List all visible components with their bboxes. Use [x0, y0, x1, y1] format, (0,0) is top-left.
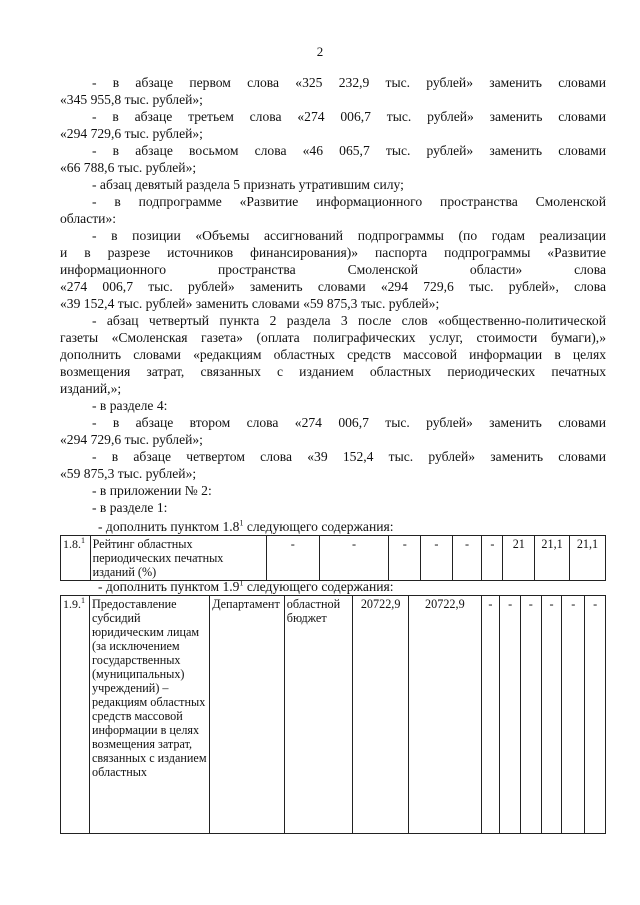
value-cell: - [562, 596, 585, 834]
paragraph-line: - в абзаце втором слова «274 006,7 тыс. рублей» заменить словами [92, 415, 606, 430]
value-cell: - [266, 536, 319, 581]
paragraph-line: - абзац четвертый пункта 2 раздела 3 после слов «общественно-политической [92, 313, 606, 328]
value-cell: - [421, 536, 453, 581]
item-number-cell: 1.9.$^1$ [61, 596, 90, 834]
value-cell: - [520, 596, 541, 834]
value-cell: - [452, 536, 482, 581]
value-cell: 21,1 [535, 536, 570, 581]
item-name-cell: Предоставление субсидий юридическим лицам (за исключением государственных (муниципальных) учреждений) – редакциям областных средств массовой информации в целях возмещения затрат, связанных с изданием областных [90, 596, 210, 834]
year-cell: 20722,9 [409, 596, 482, 834]
value-cell: - [500, 596, 521, 834]
heading-1-text: - дополнить пунктом 1.8 [98, 519, 240, 534]
heading-1-sup: 1 [239, 518, 244, 528]
paragraph-line: возмещения затрат, связанных с изданием областных периодических печатных [60, 364, 606, 379]
paragraph-line: - в разделе 1: [92, 500, 168, 515]
paragraph-line: - в абзаце восьмом слова «46 065,7 тыс. рублей» заменить словами [92, 143, 606, 158]
paragraph-line: изданий,»; [60, 381, 122, 396]
item-number-cell: 1.8.$^1$ [61, 536, 91, 581]
value-cell: - [481, 596, 500, 834]
value-cell: - [541, 596, 562, 834]
heading-2-tail: следующего содержания: [243, 579, 394, 594]
paragraph-line: «294 729,6 тыс. рублей»; [60, 126, 203, 141]
source-cell: областной бюджет [284, 596, 352, 834]
executor-cell: Департамент [210, 596, 285, 834]
paragraph-line: - абзац девятый раздела 5 признать утратившим силу; [92, 177, 404, 192]
value-cell: - [389, 536, 421, 581]
table-row [61, 536, 606, 581]
paragraph-line: дополнить словами «редакциям областных средств массовой информации в целях [60, 347, 606, 362]
paragraph-line: - в приложении № 2: [92, 483, 212, 498]
paragraph-line: - в подпрограмме «Развитие информационного пространства Смоленской [92, 194, 606, 209]
paragraph-line: «274 006,7 тыс. рублей» заменить словами «294 729,6 тыс. рублей», слова [60, 279, 606, 294]
section-heading-2 [98, 579, 394, 595]
value-cell: 21,1 [569, 536, 605, 581]
value-cell: - [319, 536, 389, 581]
value-cell: - [585, 596, 606, 834]
heading-2-sup: 1 [239, 578, 244, 588]
paragraph-line: - в абзаце первом слова «325 232,9 тыс. рублей» заменить словами [92, 75, 606, 90]
document-body [60, 74, 606, 516]
paragraph-line: - в абзаце третьем слова «274 006,7 тыс. рублей» заменить словами [92, 109, 606, 124]
paragraph-line: информационного пространства Смоленской области» слова [60, 262, 606, 277]
value-cell: - [482, 536, 503, 581]
table-item-1-9 [60, 595, 606, 834]
section-heading-1 [98, 519, 394, 535]
paragraph-line: газеты «Смоленская газета» (оплата полиграфических услуг, стоимости бумаги),» [60, 330, 606, 345]
item-name-cell: Рейтинг областных периодических печатных изданий (%) [90, 536, 266, 581]
page-number: 2 [316, 44, 324, 59]
table-item-1-8 [60, 535, 606, 581]
heading-2-text: - дополнить пунктом 1.9 [98, 579, 240, 594]
paragraph-line: и в разрезе источников финансирования)» паспорта подпрограммы «Развитие [60, 245, 606, 260]
paragraph-line: «66 788,6 тыс. рублей»; [60, 160, 197, 175]
heading-1-tail: следующего содержания: [243, 519, 394, 534]
paragraph-line: «345 955,8 тыс. рублей»; [60, 92, 203, 107]
paragraph-line: «59 875,3 тыс. рублей»; [60, 466, 197, 481]
paragraph-line: «294 729,6 тыс. рублей»; [60, 432, 203, 447]
value-cell: 21 [503, 536, 535, 581]
total-cell: 20722,9 [353, 596, 409, 834]
paragraph-line: области»: [60, 211, 117, 226]
paragraph-line: «39 152,4 тыс. рублей» заменить словами «59 875,3 тыс. рублей»; [60, 296, 440, 311]
paragraph-line: - в позиции «Объемы ассигнований подпрограммы (по годам реализации [92, 228, 606, 243]
table-row [61, 596, 606, 834]
paragraph-line: - в разделе 4: [92, 398, 168, 413]
paragraph-line: - в абзаце четвертом слова «39 152,4 тыс. рублей» заменить словами [92, 449, 606, 464]
